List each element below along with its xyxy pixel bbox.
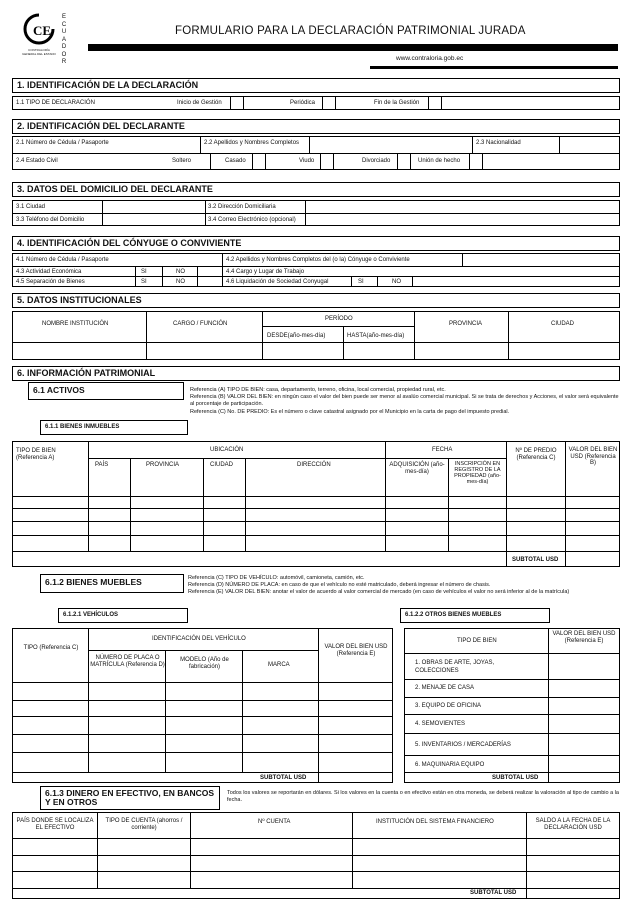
s2-nacionalidad-label: 2.3 Nacionalidad [476, 140, 521, 146]
ref-b: Referencia (B) VALOR DEL BIEN: en ningún caso el valor del bien puede ser menor al avalúo comercial municipal. Si se trata de derechos y Acciones, el valor será equivalente al porcentaje de participación. [190, 394, 619, 407]
din-inst-header: INSTITUCIÓN DEL SISTEMA FINANCIERO [376, 819, 494, 825]
section-6-title: 6. INFORMACIÓN PATRIMONIAL [12, 366, 620, 381]
s4-cargo-label: 4.4 Cargo y Lugar de Trabajo [226, 269, 305, 275]
s3-ciudad-label: 3.1 Ciudad [16, 204, 46, 210]
svg-text:CE: CE [33, 23, 52, 38]
veh-ident-header: IDENTIFICACIÓN DEL VEHÍCULO [152, 636, 246, 642]
inmuebles-title: 6.1.1 BIENES INMUEBLES [40, 420, 188, 435]
otros-valor-header: VALOR DEL BIEN USD (Referencia E) [552, 631, 616, 644]
ref-c: Referencia (C) No. DE PREDIO: Es el número o clave catastral asignado por el Municipio en la carta de pago del impuesto predial. [190, 409, 510, 415]
s4-liq-no: NO [392, 279, 401, 285]
s4-sep-no: NO [176, 279, 185, 285]
veh-valor-header: VALOR DEL BIEN USD (Referencia E) [324, 644, 388, 657]
inm-direccion-header: DIRECCIÓN [297, 462, 331, 468]
s1-inicio-label: Inicio de Gestión [177, 100, 222, 106]
veh-marca-header: MARCA [268, 662, 290, 668]
veh-tipo-header: TIPO (Referencia C) [23, 645, 79, 651]
inm-inscripcion-header: INSCRIPCIÓN EN REGISTRO DE LA PROPIEDAD (año-mes-día) [454, 461, 501, 485]
veh-subtotal-label: SUBTOTAL USD [260, 775, 307, 781]
logo-letters: E C U A D O R [61, 14, 67, 65]
din-tipo-header: TIPO DE CUENTA (ahorros / corriente) [105, 818, 183, 831]
s5-nombre-header: NOMBRE INSTITUCIÓN [42, 321, 109, 327]
inm-valor-header: VALOR DEL BIEN USD (Referencia B) [568, 447, 618, 466]
s4-liquidacion-label: 4.6 Liquidación de Sociedad Conyugal [226, 279, 329, 285]
din-cuenta-header: Nº CUENTA [258, 819, 291, 825]
s4-act-si: SI [141, 269, 147, 275]
otros-item: 5. INVENTARIOS / MERCADERÍAS [415, 742, 511, 748]
ref-mc: Referencia (C) TIPO DE VEHÍCULO: automóvil, camioneta, camión, etc. [188, 575, 365, 581]
ref-a: Referencia (A) TIPO DE BIEN: casa, departamento, terreno, oficina, local comercial, propiedad rural, etc. [190, 387, 446, 393]
dinero-title: 6.1.3 DINERO EN EFECTIVO, EN BANCOS Y EN OTROS [40, 786, 220, 810]
s5-cargo-header: CARGO / FUNCIÓN [173, 321, 228, 327]
s4-separacion-label: 4.5 Separación de Bienes [16, 279, 85, 285]
website: www.contraloria.gob.ec [396, 55, 464, 62]
activos-title: 6.1 ACTIVOS [28, 382, 184, 400]
din-saldo-header: SALDO A LA FECHA DE LA DECLARACIÓN USD [535, 818, 611, 831]
s2-viudo-label: Viudo [299, 158, 315, 164]
s3-telefono-label: 3.3 Teléfono del Domicilio [16, 217, 85, 223]
s4-cedula-label: 4.1 Número de Cédula / Pasaporte [16, 257, 109, 263]
inm-adquisicion-header: ADQUISICIÓN (año-mes-día) [389, 462, 445, 475]
inm-ciudad-header: CIUDAD [210, 462, 234, 468]
ref-me: Referencia (E) VALOR DEL BIEN: anotar el valor de acuerdo al valor comercial de mercado (en caso de vehículos el valor no será inferior al de la matrícula) [188, 589, 570, 595]
section-3-title: 3. DATOS DEL DOMICILIO DEL DECLARANTE [12, 182, 620, 197]
website-underline [370, 66, 618, 69]
inm-subtotal-label: SUBTOTAL USD [512, 557, 559, 563]
title-bar [88, 44, 618, 51]
s5-hasta-header: HASTA(año-mes-día) [347, 333, 405, 339]
vehiculos-title: 6.1.2.1 VEHÍCULOS [58, 608, 188, 623]
s4-sep-si: SI [141, 279, 147, 285]
s4-apellidos-label: 4.2 Apellidos y Nombres Completos del (o la) Cónyuge o Conviviente [226, 257, 410, 263]
veh-placa-header: NÚMERO DE PLACA O MATRÍCULA (Referencia D) [90, 655, 165, 668]
s2-union-label: Unión de hecho [418, 158, 461, 164]
s1-periodica-label: Periódica [290, 100, 316, 106]
section-4-title: 4. IDENTIFICACIÓN DEL CÓNYUGE O CONVIVIENTE [12, 236, 620, 251]
s3-direccion-label: 3.2 Dirección Domiciliaria [208, 204, 276, 210]
s1-tipo-label: 1.1 TIPO DE DECLARACIÓN [16, 100, 95, 106]
din-pais-header: PAÍS DONDE SE LOCALIZA EL EFECTIVO [16, 818, 94, 831]
din-subtotal-label: SUBTOTAL USD [470, 890, 517, 896]
inm-predio-header: Nº DE PREDIO (Referencia C) [515, 448, 557, 461]
muebles-title: 6.1.2 BIENES MUEBLES [40, 574, 184, 593]
s2-divorciado-label: Divorciado [362, 158, 391, 164]
otros-item: 1. OBRAS DE ARTE, JOYAS, COLECCIONES [415, 660, 495, 674]
s4-actividad-label: 4.3 Actividad Económica [16, 269, 82, 275]
otros-item: 6. MAQUINARIA EQUIPO [415, 762, 485, 768]
s2-cedula-label: 2.1 Número de Cédula / Pasaporte [16, 140, 109, 146]
s5-desde-header: DESDE(año-mes-día) [267, 333, 326, 339]
section-1-title: 1. IDENTIFICACIÓN DE LA DECLARACIÓN [12, 78, 620, 93]
s5-periodo-header: PERÍODO [325, 316, 353, 322]
otros-subtotal-label: SUBTOTAL USD [492, 775, 539, 781]
logo [22, 12, 56, 60]
inm-ubicacion-header: UBICACIÓN [210, 447, 244, 453]
s1-row [12, 96, 620, 110]
s2-estado-civil-label: 2.4 Estado Civil [16, 158, 58, 164]
s2-apellidos-label: 2.2 Apellidos y Nombres Completos [204, 140, 300, 146]
dinero-note: Todos los valores se reportarán en dólares. Si los valores en la cuenta o en efectivo están en otra moneda, se deberá realizar la valoración al tipo de cambio a la fecha. [227, 790, 619, 803]
otros-tipo-header: TIPO DE BIEN [457, 638, 497, 644]
section-5-title: 5. DATOS INSTITUCIONALES [12, 293, 620, 308]
otros-item: 2. MENAJE DE CASA [415, 685, 475, 691]
s2-soltero-label: Soltero [172, 158, 192, 164]
inm-pais-header: PAÍS [95, 462, 109, 468]
otros-title: 6.1.2.2 OTROS BIENES MUEBLES [400, 608, 550, 623]
s2-casado-label: Casado [225, 158, 246, 164]
s4-liq-si: SI [358, 279, 364, 285]
s3-correo-label: 3.4 Correo Electrónico (opcional) [208, 217, 296, 223]
otros-item: 4. SEMOVIENTES [415, 721, 466, 727]
s5-provincia-header: PROVINCIA [449, 321, 483, 327]
inm-tipo-header: TIPO DE BIEN (Referencia A) [16, 448, 56, 461]
otros-item: 3. EQUIPO DE OFICINA [415, 703, 482, 709]
logo-caption: CONTRALORÍA GENERAL DEL ESTADO [22, 48, 56, 56]
s1-fin-label: Fin de la Gestión [374, 100, 420, 106]
page-title: FORMULARIO PARA LA DECLARACIÓN PATRIMONIAL JURADA [175, 25, 526, 37]
s4-act-no: NO [176, 269, 185, 275]
s5-ciudad-header: CIUDAD [551, 321, 575, 327]
inm-fecha-header: FECHA [432, 447, 453, 453]
section-2-title: 2. IDENTIFICACIÓN DEL DECLARANTE [12, 119, 620, 134]
ref-md: Referencia (D) NÚMERO DE PLACA: en caso de que el vehículo no esté matriculado, deberá ingresar el número de chasis. [188, 582, 491, 588]
inm-provincia-header: PROVINCIA [146, 462, 180, 468]
veh-modelo-header: MODELO (Año de fabricación) [180, 657, 229, 670]
